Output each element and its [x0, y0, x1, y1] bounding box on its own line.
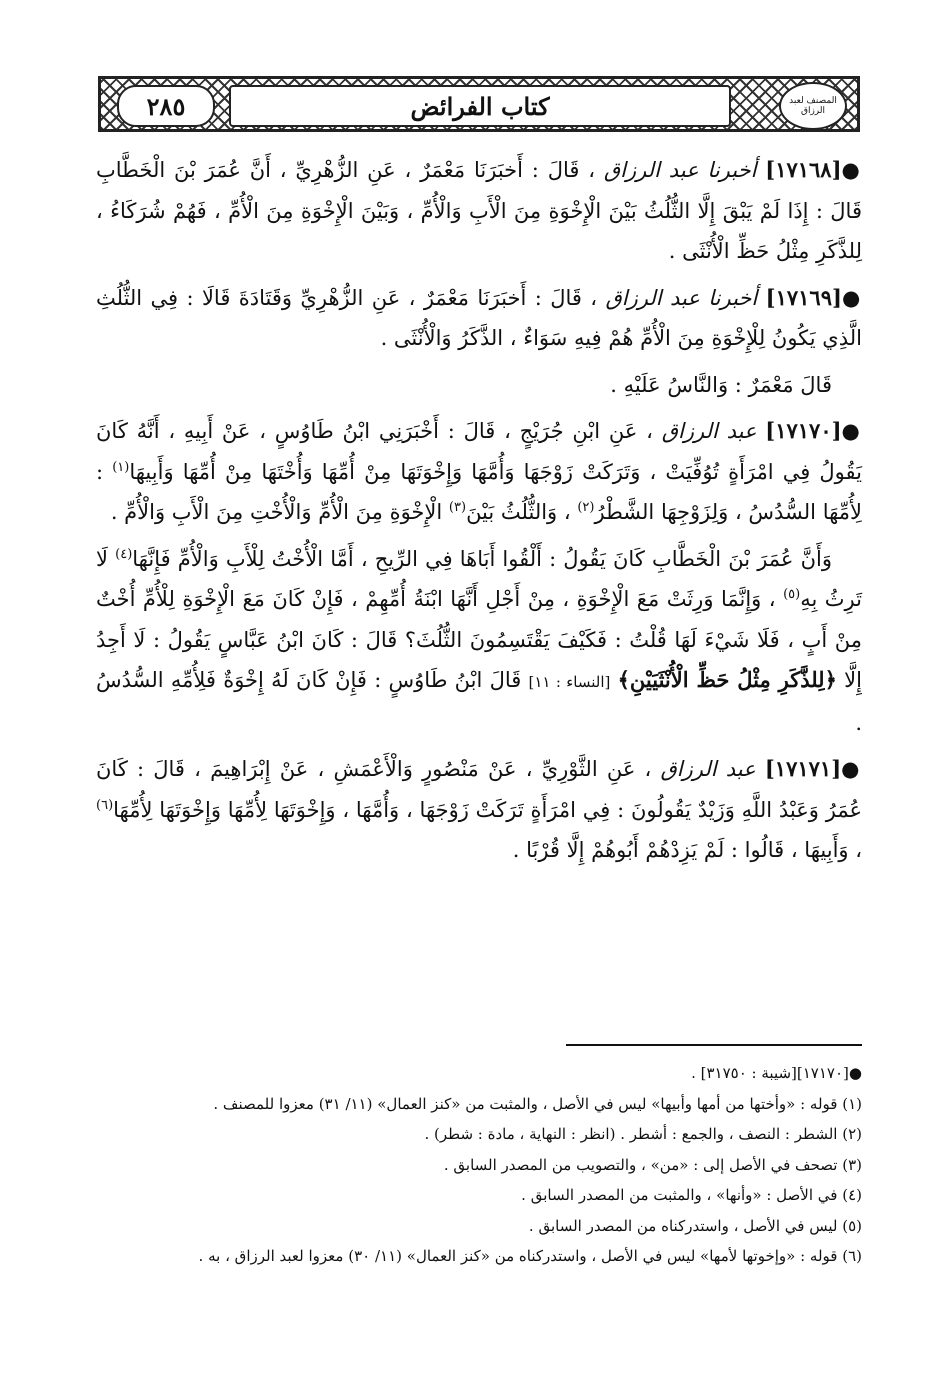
footnote-ref[interactable]: (٢) — [577, 500, 595, 515]
bullet-icon: ● — [841, 284, 862, 310]
hadith-text-part: ، وَأَبِيهَا ، قَالُوا : لَمْ يَزِدْهُمْ أَبُوهُمْ إِلَّا قُرْبًا . — [512, 838, 862, 862]
hadith-17168 — [96, 150, 862, 272]
page-number-text: ٢٨٥ — [146, 91, 186, 121]
footnote-5: (٥) ليس في الأصل ، واستدركناه من المصدر السابق . — [528, 1216, 862, 1235]
footnote-ref[interactable]: (٦) — [96, 797, 114, 813]
hadith-text-part: ، عَنِ ابْنِ جُرَيْجٍ ، قَالَ : أَخْبَرَنِي ابْنُ طَاوُسٍ ، عَنْ أَبِيهِ ، أَنَّهُ كَانَ يَقُولُ فِي امْرَأَةٍ تُوُفِّيَتْ ، وَتَرَكَتْ زَوْجَهَا وَأُمَّهَا وَإِخْوَتَهَا مِنْ أُمِّهَا وَأُخْتَهَا مِنْ أُمِّهَا وَأَبِيهَا — [96, 419, 862, 484]
bullet-icon: ● — [841, 157, 862, 182]
hadith-17169 — [96, 278, 862, 359]
bullet-icon: ● — [841, 418, 862, 443]
book-seal-logo — [779, 82, 847, 130]
main-text — [96, 150, 862, 877]
footnote-ref[interactable]: (٤) — [115, 546, 133, 562]
hadith-source: عبد الرزاق — [661, 419, 757, 443]
hadith-source: أخبرنا عبد الرزاق — [605, 285, 758, 310]
chapter-title — [229, 85, 731, 127]
footnote-2: (٢) الشطر : النصف ، والجمع : أشطر . (انظر : النهاية ، مادة : شطر) . — [424, 1125, 862, 1143]
footnote-1: (١) قوله : «وأختها من أمها وأبيها» ليس في الأصل ، والمثبت من «كنز العمال» (١١/ ٣١) معزوا للمصنف . — [213, 1094, 862, 1113]
hadith-number: [١٧١٦٩] — [765, 284, 842, 310]
text-part: ، وَإِنَّمَا وَرِثَتْ مَعَ الْإِخْوَةِ ، مِنْ أَجْلِ أَنَّهَا ابْنَةُ أُمِّهِمْ ، فَإِنْ كَانَ مَعَ الْإِخْوَةِ لِلْأُمِّ أُخْتٌ مِنْ أَبٍ ، فَلَا شَيْءَ لَهَا قُلْتُ : فَكَيْفَ يَقْتَسِمُونَ الثُّلُثَ؟ قَالَ : كَانَ ابْنُ عَبَّاسٍ يَقُولُ : لَا أَجِدُ إِلَّا — [96, 587, 862, 692]
umar-paragraph — [96, 539, 862, 744]
footnote-ref[interactable]: (٥) — [783, 587, 801, 602]
hadith-text: ، قَالَ : أَخبَرَنَا مَعْمَرٌ ، عَنِ الزُّهْرِيِّ وَقَتَادَةَ قَالَا : فِي الثُّلُثِ الَّذِي يَكُونُ لِلْإِخْوَةِ مِنَ الْأُمِّ هُمْ فِيهِ سَوَاءٌ ، الذَّكَرُ وَالْأُنْثَى . — [96, 285, 862, 350]
bullet-icon: ● — [848, 1064, 862, 1082]
hadith-text-part: ، وَالثُّلُثُ بَيْنَ — [466, 500, 571, 524]
footnote-ref[interactable]: (١) — [112, 459, 130, 475]
hadith-number: [١٧١٦٨] — [765, 157, 842, 182]
chapter-title-text: كتاب الفرائض — [410, 91, 550, 121]
footnote-divider — [566, 1044, 862, 1046]
bullet-icon: ● — [841, 756, 862, 781]
hadith-text-part: ، عَنِ الثَّوْرِيِّ ، عَنْ مَنْصُورٍ وَالْأَعْمَشِ ، عَنْ إِبْرَاهِيمَ ، قَالَ : كَانَ عُمَرُ وَعَبْدُ اللَّهِ وَزَيْدٌ يَقُولُونَ : فِي امْرَأَةٍ تَرَكَتْ زَوْجَهَا ، وَأُمَّهَا ، وَإِخْوَتَهَا لِأُمِّهَا وَإِخْوَتَهَا لِأُمِّهَا — [96, 757, 862, 822]
hadith-source: أخبرنا عبد الرزاق — [603, 158, 757, 182]
comment-text: قَالَ مَعْمَرٌ : وَالنَّاسُ عَلَيْهِ . — [610, 372, 832, 397]
footnote-source — [96, 1058, 862, 1089]
footnotes — [96, 1058, 862, 1272]
footnote-6: (٦) قوله : «وإخوتها لأمها» ليس في الأصل ، واستدركناه من «كنز العمال» (١١/ ٣٠) معزوا لعبد الرزاق ، به . — [198, 1247, 862, 1265]
text-part: لَا تَرِثُ بِهِ — [96, 546, 862, 611]
hadith-text: ، قَالَ : أَخبَرَنَا مَعْمَرٌ ، عَنِ الزُّهْرِيِّ ، أَنَّ عُمَرَ بْنَ الْخَطَّابِ قَالَ : إِذَا لَمْ يَبْقَ إِلَّا الثُّلُثُ بَيْنَ الْإِخْوَةِ مِنَ الْأَبِ وَالْأُمِّ ، وَبَيْنَ الْإِخْوَةِ مِنَ الْأُمِّ ، فَهُمْ شُرَكَاءُ ، لِلذَّكَرِ مِثْلُ حَظِّ الْأُنْثَى . — [96, 158, 862, 263]
footnote-3: (٣) تصحف في الأصل إلى : «من» ، والتصويب من المصدر السابق . — [443, 1155, 862, 1174]
footnote-ref[interactable]: (٣) — [448, 500, 467, 515]
hadith-number: [١٧١٧٠] — [765, 418, 842, 443]
text-part: وَأَنَّ عُمَرَ بْنَ الْخَطَّابِ كَانَ يَقُولُ : أَلْقُوا أَبَاهَا فِي الرِّيحِ ، أَمَّا الْأُخْتُ لِلْأَبِ وَالْأُمِّ فَإِنَّهَا — [132, 546, 832, 571]
hadith-text-part: الْإِخْوَةِ مِنَ الْأُمِّ وَالْأُخْتِ مِنَ الْأَبِ وَالْأُمِّ . — [110, 500, 443, 524]
hadith-text-part: : لِأُمِّهَا السُّدُسُ ، وَلِزَوْجِهَا الشَّطْرُ — [96, 459, 862, 524]
footnote-4: (٤) في الأصل : «وأنها» ، والمثبت من المصدر السابق . — [521, 1186, 862, 1204]
footnote-text: [١٧١٧٠][شيبة : ٣١٧٥٠] . — [691, 1064, 849, 1082]
quran-reference: [النساء : ١١] — [528, 673, 611, 691]
hadith-17170 — [96, 411, 862, 533]
quran-quote: ﴿لِلذَّكَرِ مِثْلُ حَظِّ الْأُنْثَيَيْنِ﴾ — [617, 667, 837, 692]
mamar-comment — [96, 365, 862, 406]
text-part: قَالَ ابْنُ طَاوُسٍ : فَإِنْ كَانَ لَهُ إِخْوَةٌ فَلِأُمِّهِ السُّدُسُ . — [96, 668, 862, 735]
hadith-number: [١٧١٧١] — [764, 756, 842, 781]
hadith-17171 — [96, 749, 862, 871]
page-header — [98, 76, 860, 132]
seal-text: المصنف لعبد الرزاق — [789, 96, 837, 116]
page-number — [117, 85, 215, 127]
hadith-source: عبد الرزاق — [660, 757, 756, 781]
